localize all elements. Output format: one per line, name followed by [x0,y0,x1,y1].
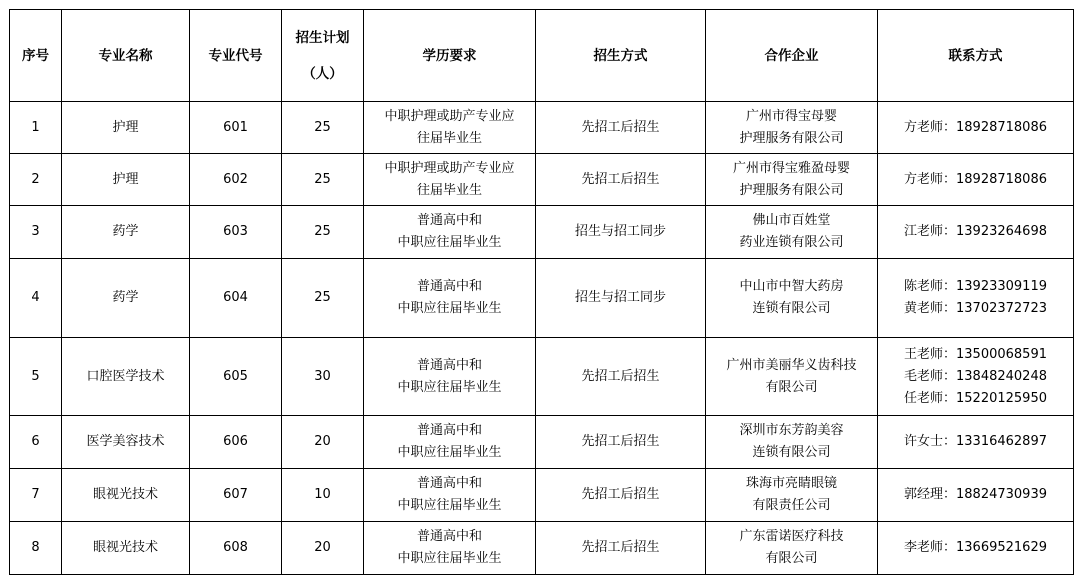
cell-contact: 许女士：13316462897 [878,416,1074,469]
cell-company: 广州市美丽华义齿科技 有限公司 [706,338,878,416]
cell-no: 1 [10,102,62,154]
cell-company: 中山市中智大药房 连锁有限公司 [706,259,878,338]
table-row [10,259,1074,338]
header-no: 序号 [10,10,62,102]
cell-major: 护理 [62,102,190,154]
cell-code: 605 [190,338,282,416]
table-row [10,206,1074,259]
cell-company: 深圳市东芳韵美容 连锁有限公司 [706,416,878,469]
cell-code: 606 [190,416,282,469]
cell-major: 药学 [62,259,190,338]
cell-no: 3 [10,206,62,259]
cell-edu: 普通高中和 中职应往届毕业生 [364,206,536,259]
enrollment-table [9,9,1074,575]
cell-method: 招生与招工同步 [536,206,706,259]
cell-method: 先招工后招生 [536,102,706,154]
header-major: 专业名称 [62,10,190,102]
cell-method: 先招工后招生 [536,154,706,206]
table-row [10,154,1074,206]
cell-contact: 方老师：18928718086 [878,102,1074,154]
cell-no: 4 [10,259,62,338]
cell-plan: 10 [282,469,364,522]
cell-company: 广州市得宝母婴 护理服务有限公司 [706,102,878,154]
cell-no: 2 [10,154,62,206]
header-company: 合作企业 [706,10,878,102]
cell-no: 7 [10,469,62,522]
cell-contact: 陈老师：13923309119 黄老师：13702372723 [878,259,1074,338]
cell-major: 眼视光技术 [62,522,190,575]
cell-edu: 普通高中和 中职应往届毕业生 [364,416,536,469]
cell-contact: 方老师：18928718086 [878,154,1074,206]
cell-contact: 李老师：13669521629 [878,522,1074,575]
cell-major: 护理 [62,154,190,206]
cell-method: 先招工后招生 [536,416,706,469]
cell-company: 广州市得宝雅盈母婴 护理服务有限公司 [706,154,878,206]
cell-edu: 普通高中和 中职应往届毕业生 [364,469,536,522]
cell-edu: 普通高中和 中职应往届毕业生 [364,259,536,338]
cell-code: 603 [190,206,282,259]
cell-plan: 25 [282,206,364,259]
cell-no: 5 [10,338,62,416]
cell-method: 先招工后招生 [536,522,706,575]
cell-code: 604 [190,259,282,338]
cell-contact: 郭经理：18824730939 [878,469,1074,522]
cell-edu: 中职护理或助产专业应 往届毕业生 [364,154,536,206]
cell-no: 6 [10,416,62,469]
cell-contact: 王老师：13500068591 毛老师：13848240248 任老师：15220125950 [878,338,1074,416]
cell-plan: 25 [282,154,364,206]
cell-edu: 普通高中和 中职应往届毕业生 [364,522,536,575]
cell-code: 601 [190,102,282,154]
cell-company: 佛山市百姓堂 药业连锁有限公司 [706,206,878,259]
header-plan: 招生计划 （人） [282,10,364,102]
cell-plan: 20 [282,522,364,575]
cell-company: 珠海市亮睛眼镜 有限责任公司 [706,469,878,522]
cell-no: 8 [10,522,62,575]
cell-method: 招生与招工同步 [536,259,706,338]
header-contact: 联系方式 [878,10,1074,102]
cell-code: 608 [190,522,282,575]
cell-plan: 20 [282,416,364,469]
header-row [10,10,1074,102]
header-method: 招生方式 [536,10,706,102]
cell-edu: 中职护理或助产专业应 往届毕业生 [364,102,536,154]
cell-major: 眼视光技术 [62,469,190,522]
cell-company: 广东雷诺医疗科技 有限公司 [706,522,878,575]
cell-plan: 25 [282,259,364,338]
table-row [10,338,1074,416]
table-row [10,469,1074,522]
cell-major: 口腔医学技术 [62,338,190,416]
header-edu: 学历要求 [364,10,536,102]
cell-major: 医学美容技术 [62,416,190,469]
table-row [10,102,1074,154]
header-code: 专业代号 [190,10,282,102]
table-row [10,522,1074,575]
cell-code: 607 [190,469,282,522]
cell-method: 先招工后招生 [536,338,706,416]
cell-code: 602 [190,154,282,206]
cell-edu: 普通高中和 中职应往届毕业生 [364,338,536,416]
cell-contact: 江老师：13923264698 [878,206,1074,259]
cell-major: 药学 [62,206,190,259]
cell-method: 先招工后招生 [536,469,706,522]
cell-plan: 30 [282,338,364,416]
cell-plan: 25 [282,102,364,154]
table-row [10,416,1074,469]
